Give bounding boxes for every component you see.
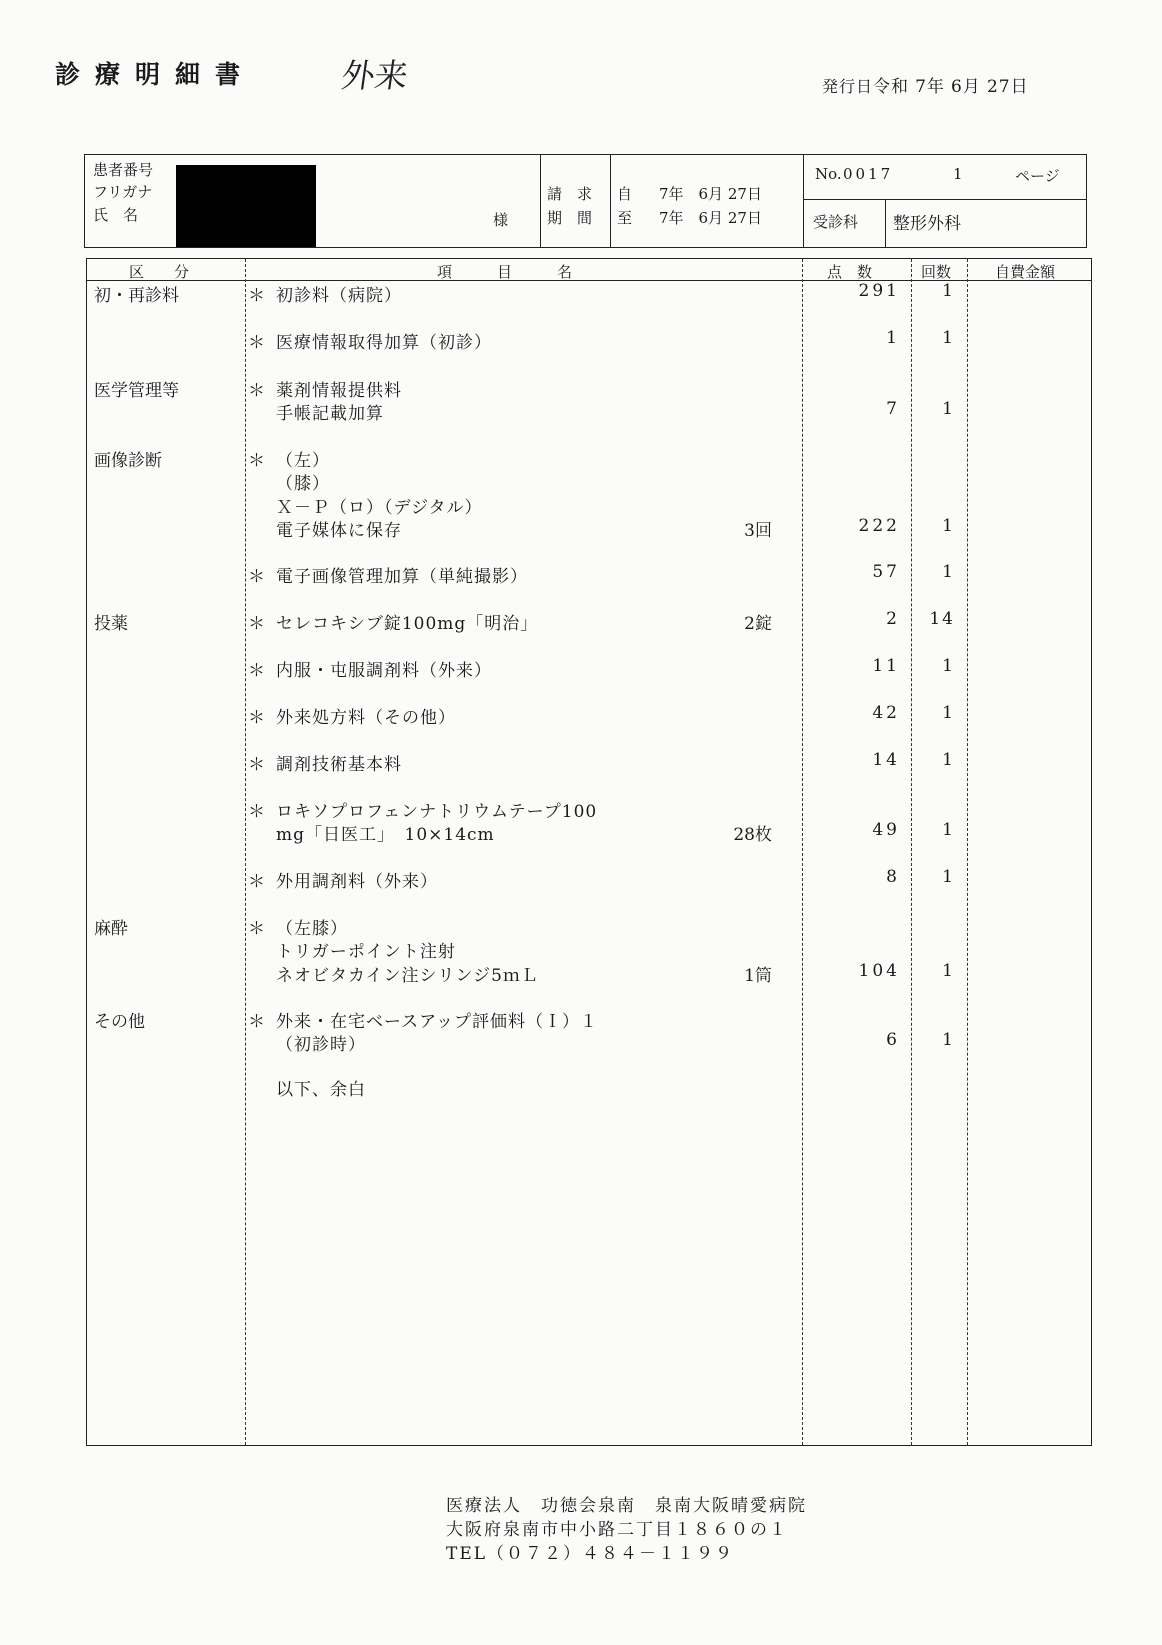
item-line: 調剤技術基本料 <box>276 755 402 775</box>
item-line: （左） <box>276 451 330 471</box>
item-count: 1 <box>942 750 955 770</box>
issue-date-day: 27日 <box>986 77 1029 97</box>
item-count: 1 <box>942 960 955 981</box>
department-value: 整形外科 <box>893 214 961 234</box>
category-label: 画像診断 <box>94 451 162 471</box>
row-asterisk: ＊ <box>248 567 265 587</box>
item-points: 104 <box>858 960 900 981</box>
issue-date <box>822 72 1029 97</box>
col-category: 区 分 <box>129 263 190 281</box>
row-asterisk: ＊ <box>248 755 265 775</box>
patient-number-label: 患者番号 <box>93 161 154 179</box>
to-label: 至 <box>617 209 633 227</box>
item-count: 1 <box>942 281 955 301</box>
row-asterisk: ＊ <box>248 1012 265 1032</box>
col-points: 点 数 <box>827 263 873 281</box>
item-line: （膝） <box>276 474 330 495</box>
item-line: （初診時） <box>276 1035 366 1056</box>
item-count: 1 <box>942 1030 955 1051</box>
issue-date-year: 7年 <box>915 77 945 97</box>
to-date: 7年 6月 27日 <box>659 209 762 227</box>
detail-table <box>86 258 1092 1446</box>
from-label: 自 <box>617 185 633 203</box>
handwritten-tag: 外来 <box>338 56 411 95</box>
category-label: 投薬 <box>94 614 128 634</box>
row-asterisk: ＊ <box>248 286 265 306</box>
item-line: 外来・在宅ベースアップ評価料（Ｉ）１ <box>276 1012 598 1032</box>
row-asterisk: ＊ <box>248 661 265 681</box>
item-count: 1 <box>942 562 955 582</box>
item-points: 49 <box>872 820 900 841</box>
item-points: 6 <box>886 1030 900 1051</box>
item-count: 14 <box>929 609 955 629</box>
hospital-name: 医療法人 功徳会泉南 泉南大阪晴愛病院 <box>446 1496 807 1516</box>
item-count: 1 <box>942 399 955 420</box>
col-count: 回数 <box>921 263 952 281</box>
furigana-label: フリガナ <box>93 183 153 201</box>
item-line: 初診料（病院） <box>276 286 402 306</box>
item-points: 1 <box>886 328 900 348</box>
item-line: ネオビタカイン注シリンジ5ｍＬ <box>276 965 539 986</box>
item-line: セレコキシブ錠100mg「明治」 <box>276 614 539 634</box>
from-date: 7年 6月 27日 <box>659 185 762 203</box>
item-line: Ｘ－Ｐ（ロ）（デジタル） <box>276 497 483 518</box>
item-points: 291 <box>858 281 900 301</box>
item-quantity: 2錠 <box>744 614 772 634</box>
item-quantity: 3回 <box>744 521 772 542</box>
row-asterisk: ＊ <box>248 614 265 634</box>
item-points: 8 <box>886 867 900 887</box>
item-line: 外用調剤料（外来） <box>276 872 438 892</box>
row-asterisk: ＊ <box>248 919 265 939</box>
page-label: ページ <box>1015 167 1060 185</box>
col-self-pay: 自費金額 <box>995 263 1056 281</box>
item-points: 222 <box>858 516 900 537</box>
item-line: mg「日医工」 10×14cm <box>276 825 495 846</box>
item-line: 電子画像管理加算（単純撮影） <box>276 567 528 587</box>
item-count: 1 <box>942 516 955 537</box>
row-asterisk: ＊ <box>248 381 265 401</box>
item-line: 外来処方料（その他） <box>276 708 456 728</box>
item-quantity: 1筒 <box>744 965 772 986</box>
item-line: 電子媒体に保存 <box>276 521 402 542</box>
department-label: 受診科 <box>813 213 859 231</box>
claim-period-label-2: 期 間 <box>547 209 593 227</box>
hospital-phone: TEL（０７２）４８４－１１９９ <box>446 1544 735 1564</box>
claim-period-label-1: 請 求 <box>547 185 593 203</box>
item-points: 2 <box>886 609 900 629</box>
item-points: 7 <box>886 399 900 420</box>
hospital-address: 大阪府泉南市中小路二丁目１８６０の１ <box>446 1520 788 1540</box>
item-line: トリガーポイント注射 <box>276 942 456 963</box>
end-note: 以下、余白 <box>276 1080 366 1100</box>
row-asterisk: ＊ <box>248 708 265 728</box>
issue-date-month: 6月 <box>951 77 981 97</box>
row-asterisk: ＊ <box>248 872 265 892</box>
item-count: 1 <box>942 867 955 887</box>
name-label: 氏 名 <box>93 206 139 224</box>
item-count: 1 <box>942 703 955 723</box>
item-line: ロキソプロフェンナトリウムテープ100 <box>276 802 598 822</box>
item-count: 1 <box>942 328 955 348</box>
item-line: 手帳記載加算 <box>276 404 384 425</box>
item-points: 42 <box>872 703 900 723</box>
row-asterisk: ＊ <box>248 333 265 353</box>
page-number: 1 <box>953 165 963 183</box>
col-item-name: 項 目 名 <box>437 263 573 281</box>
document-title: 診療明細書 <box>55 60 256 89</box>
category-label: その他 <box>94 1012 145 1032</box>
redacted-patient-info <box>176 165 316 247</box>
item-points: 11 <box>872 656 900 676</box>
item-line: （左膝） <box>276 919 348 939</box>
honorific: 様 <box>493 211 509 229</box>
item-count: 1 <box>942 656 955 676</box>
item-line: 医療情報取得加算（初診） <box>276 333 492 353</box>
category-label: 医学管理等 <box>94 381 179 401</box>
number-label: No. <box>815 165 842 183</box>
row-asterisk: ＊ <box>248 802 265 822</box>
item-line: 内服・屯服調剤料（外来） <box>276 661 492 681</box>
issue-date-label: 発行日 <box>822 77 874 96</box>
item-count: 1 <box>942 820 955 841</box>
item-quantity: 28枚 <box>733 825 772 846</box>
category-label: 初・再診料 <box>94 286 179 306</box>
category-label: 麻酔 <box>94 919 128 939</box>
item-line: 薬剤情報提供料 <box>276 381 402 401</box>
number-value: 0017 <box>843 165 894 183</box>
item-points: 57 <box>872 562 900 582</box>
item-points: 14 <box>872 750 900 770</box>
row-asterisk: ＊ <box>248 451 265 471</box>
issue-date-era: 令和 <box>873 77 910 97</box>
